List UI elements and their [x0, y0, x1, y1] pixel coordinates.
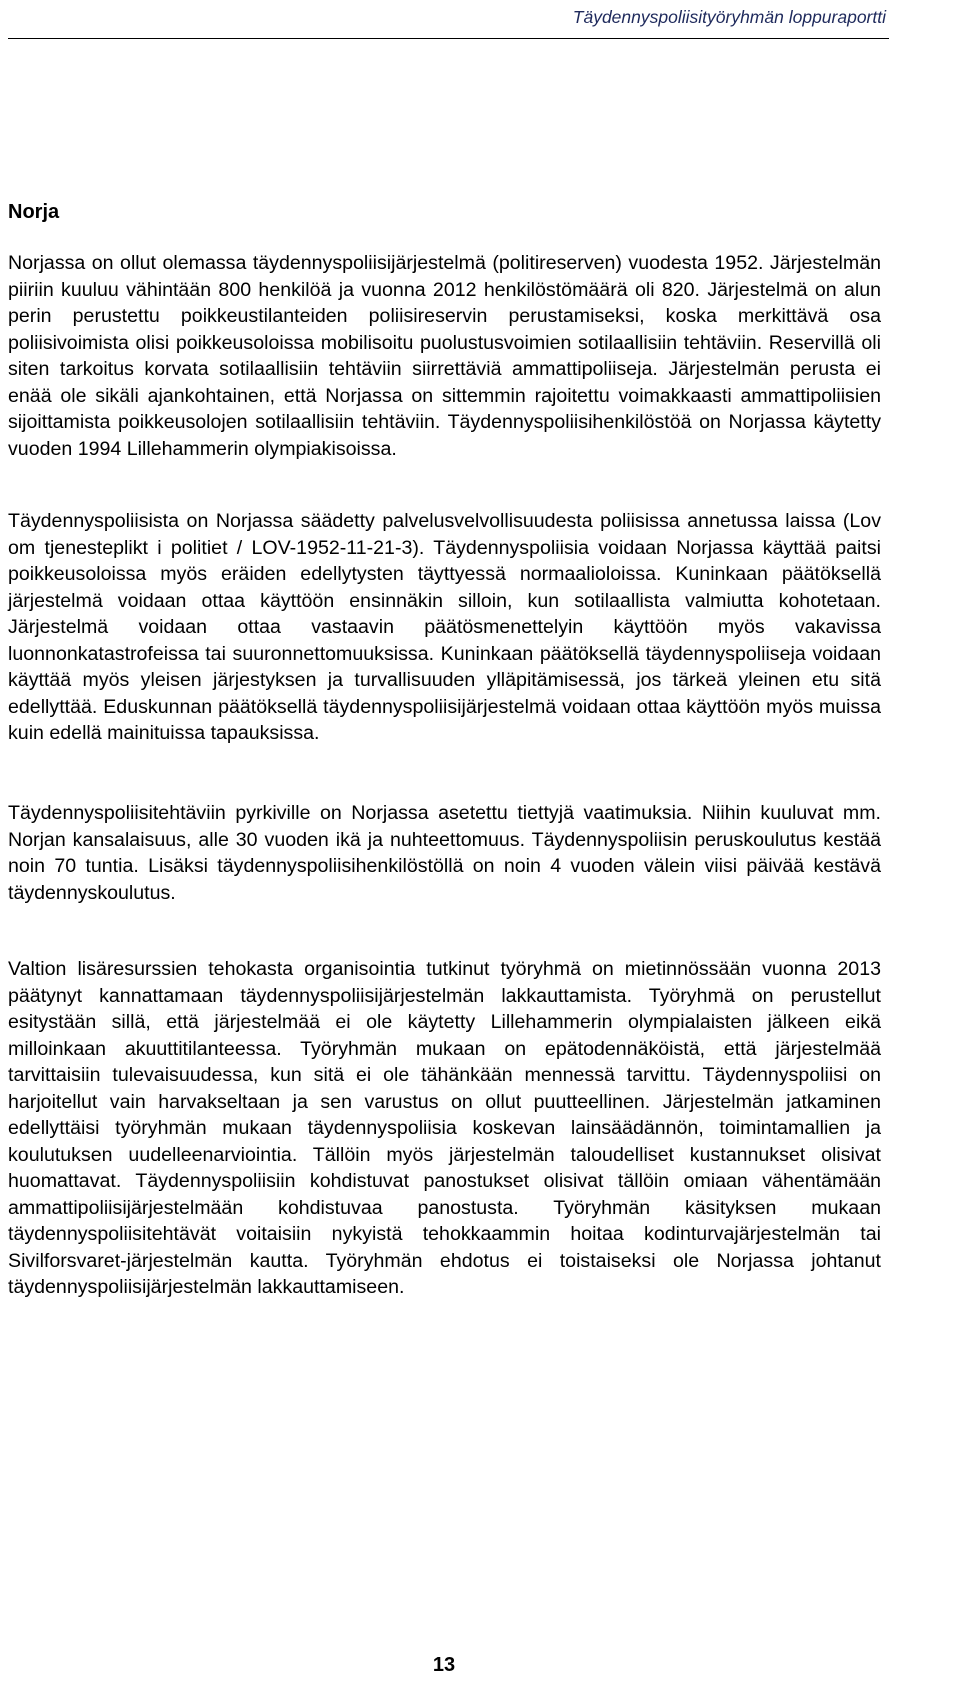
header-divider	[8, 38, 889, 39]
page-number: 13	[432, 1654, 456, 1676]
running-header-title: Täydennyspoliisityöryhmän loppuraportti	[572, 7, 886, 27]
paragraph: Norjassa on ollut olemassa täydennyspoliisijärjestelmä (politireserven) vuodesta 1952. Järjestelmän piiriin kuuluu vähintään 800 henkilöä ja vuonna 2012 henkilöstömäärä oli 820. Järjestelmä on alun perin perustettu poikkeustilanteiden poliisireservin perustamiseksi, koska merkittävä osa poliisivoimista olisi poikkeusoloissa mobilisoitu puolustusvoimien sotilaallisiin tehtäviin. Reservillä oli siten tarkoitus korvata sotilaallisiin tehtäviin siirrettäviä ammattipoliiseja. Järjestelmän perusta ei enää ole sikäli ajankohtainen, että Norjassa on sittemmin rajoitettu voimakkaasti ammattipoliisien sijoittamista poikkeusolojen sotilaallisiin tehtäviin. Täydennyspoliisihenkilöstöä on Norjassa käytetty vuoden 1994 Lillehammerin olympiakisoissa.	[8, 252, 881, 460]
paragraph: Täydennyspoliisista on Norjassa säädetty palvelusvelvollisuudesta poliisissa annetussa laissa (Lov om tjenesteplikt i politiet / LOV-1952-11-21-3). Täydennyspoliisia voidaan Norjassa käyttää paitsi poikkeusoloissa myös eräiden edellytysten täyttyessä normaalioloissa. Kuninkaan päätöksellä järjestelmä voidaan ottaa käyttöön ensinnäkin silloin, kun sotilaallista valmiutta kohotetaan. Järjestelmä voidaan ottaa vastaavin päätösmenettelyin käyttöön myös vakavissa luonnonkatastrofeissa tai suuronnettomuuksissa. Kuninkaan päätöksellä täydennyspoliiseja voidaan käyttää myös yleisen järjestyksen ja turvallisuuden ylläpitämisessä, jos tärkeä yleinen etu sitä edellyttää. Eduskunnan päätöksellä täydennyspoliisijärjestelmä voidaan ottaa käyttöön myös muissa kuin edellä mainituissa tapauksissa.	[8, 510, 881, 744]
paragraph: Täydennyspoliisitehtäviin pyrkiville on Norjassa asetettu tiettyjä vaatimuksia. Niihin kuuluvat mm. Norjan kansalaisuus, alle 30 vuoden ikä ja nuhteettomuus. Täydennyspoliisin peruskoulutus kestää noin 70 tuntia. Lisäksi täydennyspoliisihenkilöstöllä on noin 4 vuoden välein viisi päivää kestävä täydennyskoulutus.	[8, 802, 881, 904]
paragraph: Valtion lisäresurssien tehokasta organisointia tutkinut työryhmä on mietinnössään vuonna 2013 päätynyt kannattamaan täydennyspoliisijärjestelmän lakkauttamista. Työryhmä on perustellut esitystään sillä, että järjestelmää ei ole käytetty Lillehammerin olympialaisten jälkeen eikä milloinkaan akuuttitilanteessa. Työryhmän mukaan on epätodennäköistä, että järjestelmää tarvittaisiin tulevaisuudessa, kun sitä ei ole tähänkään mennessä tarvittu. Täydennyspoliisi on harjoitellut vain harvakseltaan ja sen varustus on ollut puutteellinen. Järjestelmän jatkaminen edellyttäisi työryhmän mukaan täydennyspoliisia koskevan lainsäädännön, toimintamallien ja koulutuksen uudelleenarviointia. Tällöin myös järjestelmän taloudelliset kustannukset olisivat huomattavat. Täydennyspoliisiin kohdistuvat panostukset olisivat tällöin omiaan vähentämään ammattipoliisijärjestelmään kohdistuvaa panostusta. Työryhmän käsityksen mukaan täydennyspoliisitehtävät voitaisiin nykyistä tehokkaammin hoitaa kodinturvajärjestelmän tai Sivilforsvaret-järjestelmän kautta. Työryhmän ehdotus ei toistaiseksi ole Norjassa johtanut täydennyspoliisijärjestelmän lakkauttamiseen.	[8, 958, 881, 1298]
section-title: Norja	[8, 201, 60, 223]
